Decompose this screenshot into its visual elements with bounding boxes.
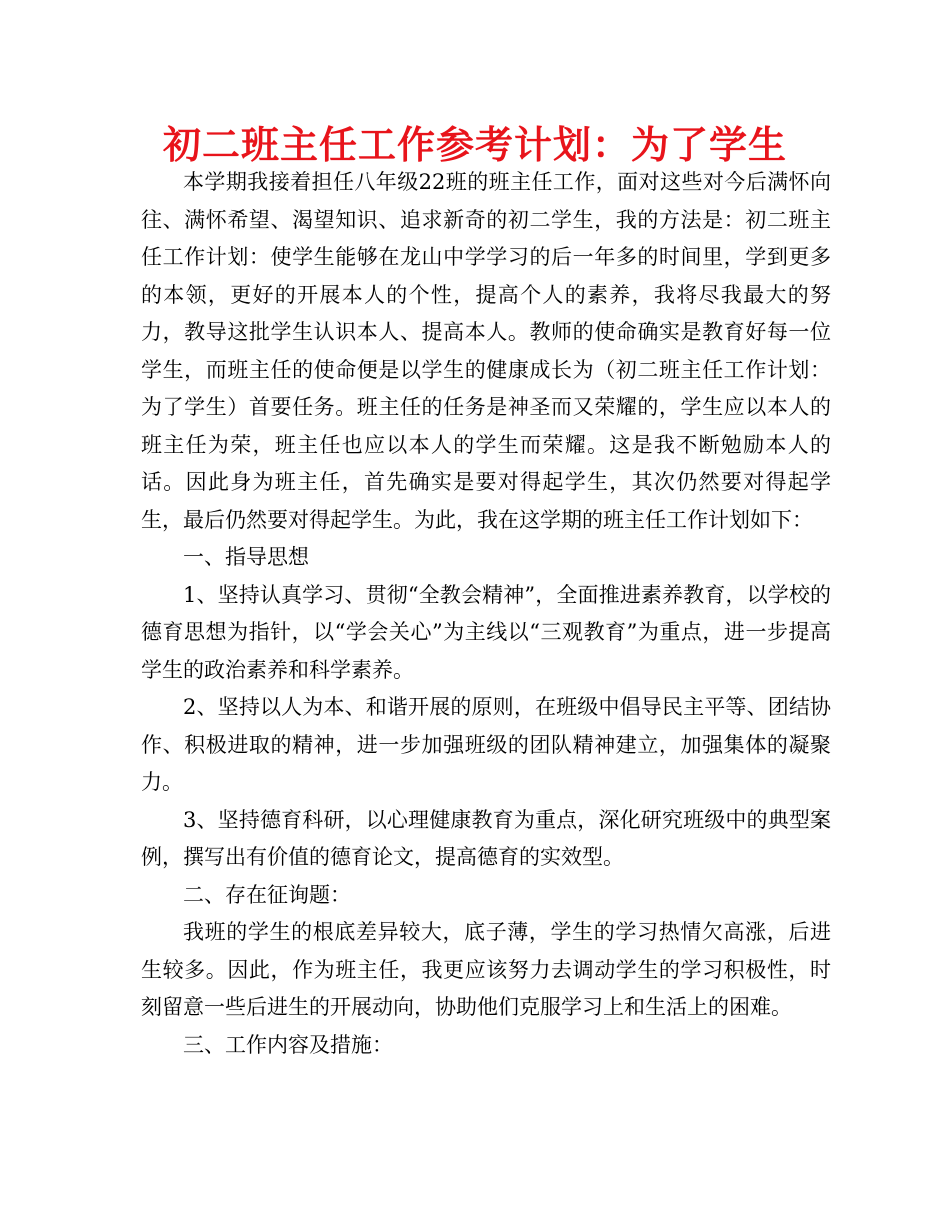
heading-existing-problems: 二、存在征询题： — [183, 882, 351, 907]
paragraph-point-2: 2、坚持以人为本、和谐开展的原则，在班级中倡导民主平等、团结协作、积极进取的精神，进一步加强班级的团队精神建立，加强集体的凝聚力。 — [141, 695, 831, 794]
heading-guiding-ideology: 一、指导思想 — [183, 545, 309, 569]
document-title: 初二班主任工作参考计划：为了学生 — [162, 123, 787, 167]
paragraph-point-3: 3、坚持德育科研，以心理健康教育为重点，深化研究班级中的典型案例，撰写出有价值的德育论文，提高德育的实效型。 — [141, 807, 831, 869]
paragraph-problems: 我班的学生的根底差异较大，底子薄，学生的学习热情欠高涨，后进生较多。因此，作为班主任，我更应该努力去调动学生的学习积极性，时刻留意一些后进生的开展动向，协助他们克服学习上和生活上的困难。 — [141, 920, 831, 1019]
paragraph-intro: 本学期我接着担任八年级22班的班主任工作，面对这些对今后满怀向往、满怀希望、渴望知识、追求新奇的初二学生，我的方法是：初二班主任工作计划：使学生能够在龙山中学学习的后一年多的时间里，学到更多的本领，更好的开展本人的个性，提高个人的素养，我将尽我最大的努力，教导这批学生认识本人、提高本人。教师的使命确实是教育好每一位学生，而班主任的使命便是以学生的健康成长为（初二班主任工作计划：为了学生）首要任务。班主任的任务是神圣而又荣耀的，学生应以本人的班主任为荣，班主任也应以本人的学生而荣耀。这是我不断勉励本人的话。因此身为班主任，首先确实是要对得起学生，其次仍然要对得起学生，最后仍然要对得起学生。为此，我在这学期的班主任工作计划如下： — [141, 170, 831, 532]
paragraph-point-1: 1、坚持认真学习、贯彻“全教会精神”，全面推进素养教育，以学校的德育思想为指针，以“学会关心”为主线以“三观教育”为重点，进一步提高学生的政治素养和科学素养。 — [141, 582, 831, 682]
document-body — [141, 164, 831, 1064]
heading-work-content: 三、工作内容及措施： — [183, 1032, 393, 1057]
